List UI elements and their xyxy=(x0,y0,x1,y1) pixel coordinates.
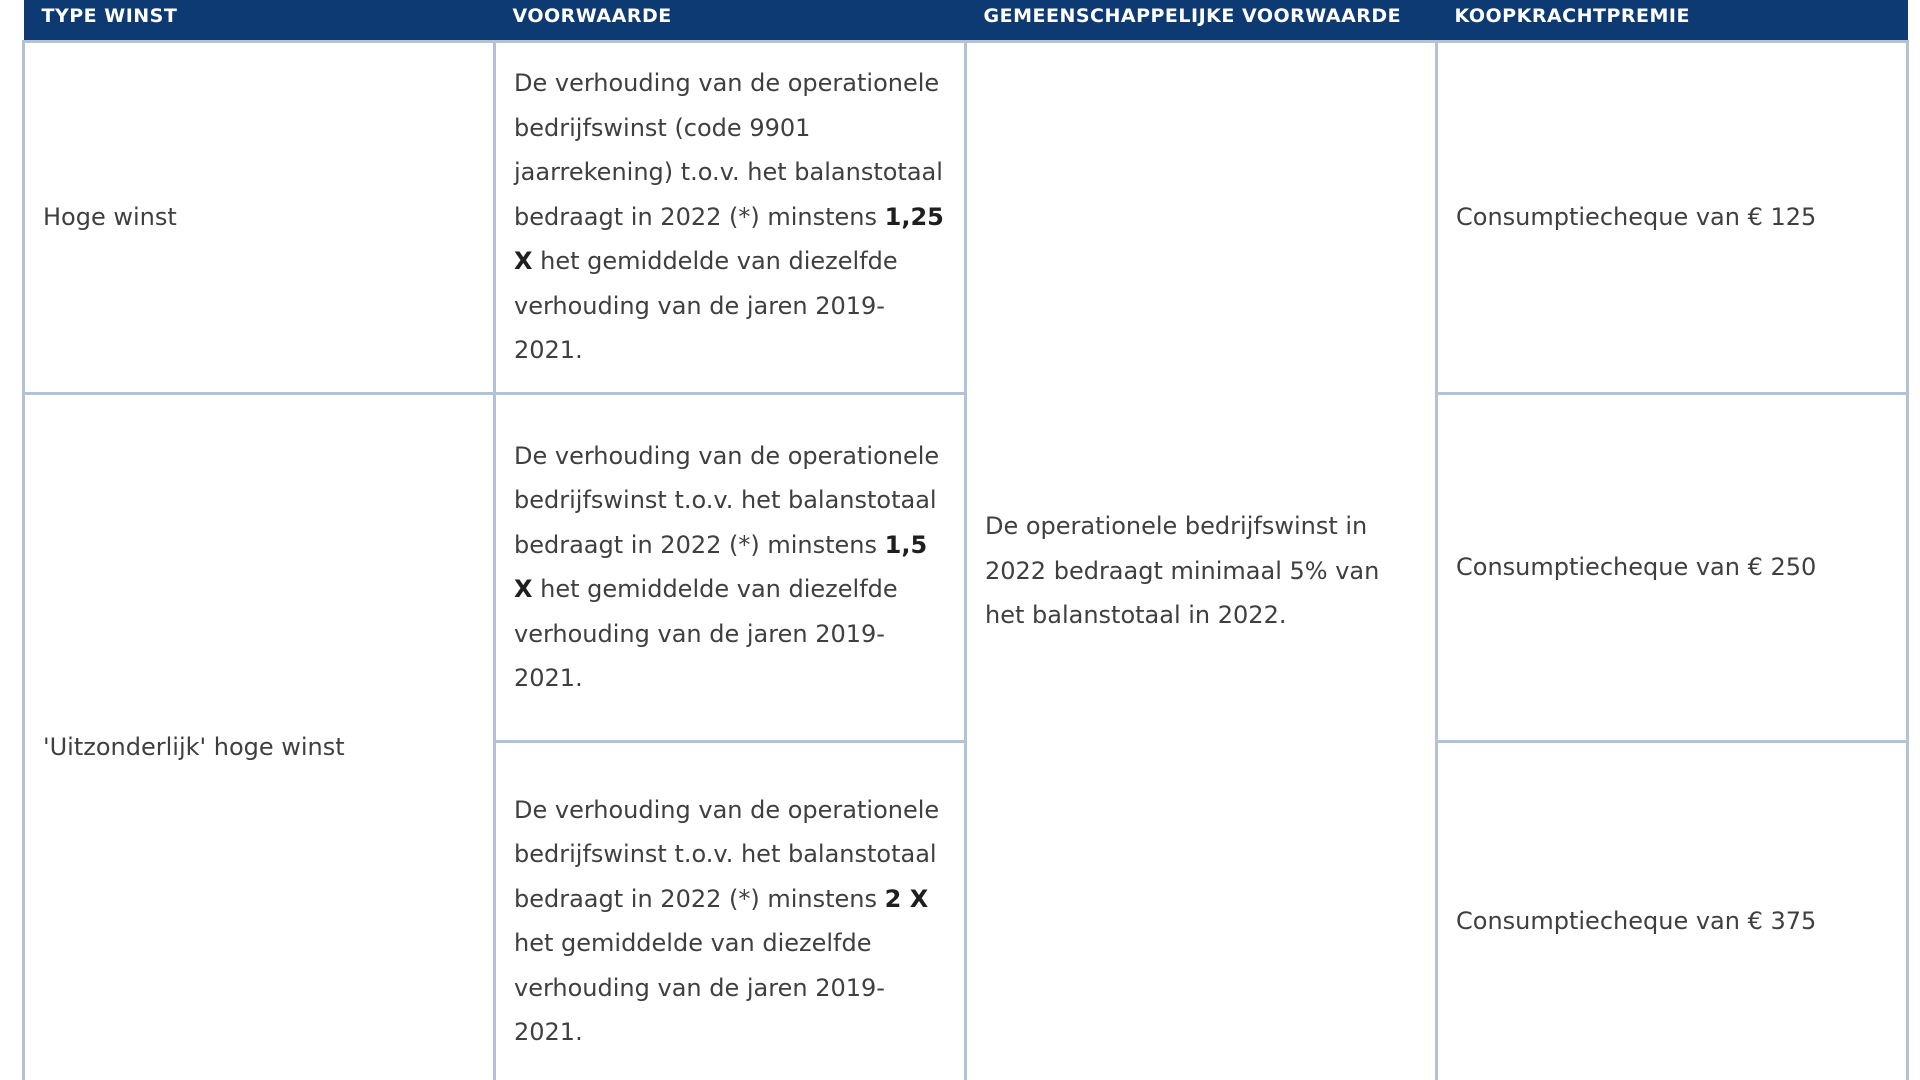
condition-text: het gemiddelde van diezelfde verhouding van de jaren 2019-2021. xyxy=(514,575,898,692)
cell-premie-125: Consumptiecheque van € 125 xyxy=(1437,41,1908,393)
cell-condition-1 xyxy=(495,41,966,393)
header-koopkrachtpremie: KOOPKRACHTPREMIE xyxy=(1437,0,1908,41)
table-row xyxy=(24,41,1908,393)
cell-common-condition: De operationele bedrijfswinst in 2022 bedraagt minimaal 5% van het balanstotaal in 2022. xyxy=(966,41,1437,1080)
condition-multiplier: 1,25 X xyxy=(514,202,944,276)
cell-premie-250: Consumptiecheque van € 250 xyxy=(1437,393,1908,741)
condition-multiplier: 2 X xyxy=(884,884,929,913)
koopkrachtpremie-table xyxy=(22,0,1909,1080)
condition-multiplier: 1,5 X xyxy=(514,530,928,603)
cell-premie-375: Consumptiecheque van € 375 xyxy=(1437,741,1908,1080)
cell-condition-3 xyxy=(495,741,966,1080)
condition-text: De verhouding van de operationele bedrijfswinst (code 9901 jaarrekening) t.o.v. het balanstotaal bedraagt in 2022 (*) minstens xyxy=(514,69,943,231)
cell-type-hoge-winst: Hoge winst xyxy=(24,41,495,393)
condition-text: De verhouding van de operationele bedrijfswinst t.o.v. het balanstotaal bedraagt in 2022 (*) minstens xyxy=(514,441,940,559)
condition-text: het gemiddelde van diezelfde verhouding van de jaren 2019-2021. xyxy=(514,247,898,365)
header-voorwaarde: VOORWAARDE xyxy=(495,0,966,41)
table-header-row xyxy=(24,0,1908,41)
header-type-winst: TYPE WINST xyxy=(24,0,495,41)
header-gemeenschappelijke-voorwaarde: GEMEENSCHAPPELIJKE VOORWAARDE xyxy=(966,0,1437,41)
condition-text: De verhouding van de operationele bedrijfswinst t.o.v. het balanstotaal bedraagt in 2022 (*) minstens xyxy=(514,795,940,913)
condition-text: het gemiddelde van diezelfde verhouding van de jaren 2019-2021. xyxy=(514,929,885,1046)
cell-condition-2 xyxy=(495,393,966,741)
cell-type-uitzonderlijk-hoge-winst: 'Uitzonderlijk' hoge winst xyxy=(24,393,495,1080)
